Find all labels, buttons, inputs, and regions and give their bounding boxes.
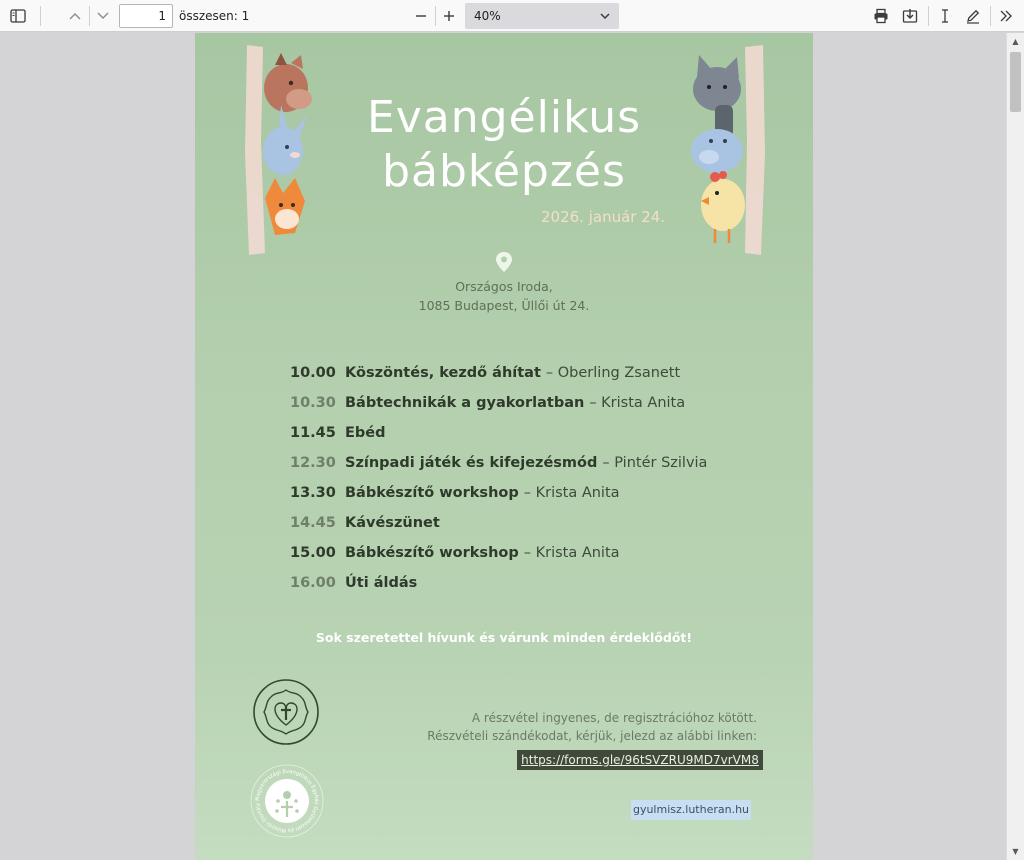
download-icon (902, 8, 918, 24)
chevron-up-icon (68, 11, 82, 21)
schedule-item: Színpadi játék és kifejezésmód (345, 455, 598, 471)
print-button[interactable] (870, 4, 892, 28)
schedule-time: 10.30 (290, 395, 336, 411)
registration-link[interactable]: https://forms.gle/96tSVZRU9MD7vrVM8 (517, 750, 763, 770)
save-button[interactable] (899, 4, 921, 28)
notice-line-1: A részvétel ingyenes, de regisztrációhoz kötött. (471, 711, 757, 725)
pdf-toolbar (0, 0, 1024, 32)
flyer-title-line-2: bábképzés (382, 146, 626, 197)
schedule-time: 11.45 (290, 425, 336, 441)
schedule-item: Bábkészítő workshop (345, 485, 519, 501)
sidebar-icon (10, 9, 26, 23)
schedule-item: Köszöntés, kezdő áhítat (345, 365, 541, 381)
more-tools-button[interactable] (995, 4, 1017, 28)
zoom-in-button[interactable] (438, 4, 460, 28)
logo-ring-text: Magyarországi Evangélikus Egyház Gyülekezeti és Missziói Osztály (254, 768, 320, 834)
plus-icon (442, 9, 456, 23)
chevron-down-icon (96, 11, 110, 21)
page-total-label: összesen: 1 (179, 9, 250, 23)
schedule-item: Úti áldás (345, 575, 418, 591)
flyer-title-line-1: Evangélikus (366, 92, 642, 143)
event-date: 2026. január 24. (541, 208, 666, 226)
location-pin-icon (494, 251, 514, 273)
mission-department-logo-icon (247, 761, 327, 841)
schedule-list (290, 358, 707, 598)
schedule-time: 16.00 (290, 575, 336, 591)
zoom-out-button[interactable] (410, 4, 432, 28)
schedule-presenter: – Krista Anita (523, 485, 620, 501)
chevron-down-icon (600, 12, 610, 20)
double-chevron-right-icon (999, 10, 1013, 22)
pdf-page (195, 33, 813, 860)
printer-icon (873, 8, 889, 24)
text-cursor-icon (939, 8, 951, 24)
website-badge[interactable]: gyulmisz.lutheran.hu (631, 800, 751, 820)
schedule-row (290, 418, 707, 448)
address-line-1: Országos Iroda, (455, 279, 553, 294)
scroll-up-arrow-icon[interactable]: ▲ (1012, 37, 1019, 46)
schedule-row (290, 568, 707, 598)
schedule-presenter: – Krista Anita (589, 395, 686, 411)
invitation-text: Sok szeretettel hívunk és várunk minden érdeklődőt! (315, 630, 693, 645)
schedule-time: 15.00 (290, 545, 336, 561)
event-address (195, 277, 813, 315)
schedule-presenter: – Krista Anita (523, 545, 620, 561)
schedule-time: 10.00 (290, 365, 336, 381)
next-page-button[interactable] (92, 4, 114, 28)
page-number-input[interactable] (119, 4, 173, 28)
previous-page-button[interactable] (64, 4, 86, 28)
scroll-thumb[interactable] (1010, 52, 1021, 112)
draw-tool-button[interactable] (962, 4, 984, 28)
zoom-select[interactable] (465, 3, 619, 29)
schedule-row (290, 388, 707, 418)
sidebar-toggle-button[interactable] (6, 4, 30, 28)
minus-icon (414, 9, 428, 23)
text-tool-button[interactable] (934, 4, 956, 28)
flyer-title (195, 91, 813, 199)
address-line-2: 1085 Budapest, Üllői út 24. (418, 298, 590, 313)
schedule-time: 13.30 (290, 485, 336, 501)
schedule-row (290, 478, 707, 508)
schedule-time: 14.45 (290, 515, 336, 531)
schedule-row (290, 448, 707, 478)
schedule-item: Ebéd (345, 425, 386, 441)
luther-rose-logo-icon (251, 677, 321, 747)
pencil-icon (965, 8, 981, 24)
registration-notice (427, 709, 757, 745)
schedule-presenter: – Pintér Szilvia (602, 455, 708, 471)
schedule-time: 12.30 (290, 455, 336, 471)
scroll-down-arrow-icon[interactable]: ▼ (1012, 847, 1019, 856)
schedule-row (290, 538, 707, 568)
vertical-scrollbar[interactable] (1006, 33, 1024, 860)
schedule-item: Bábkészítő workshop (345, 545, 519, 561)
schedule-item: Bábtechnikák a gyakorlatban (345, 395, 585, 411)
notice-line-2: Részvételi szándékodat, kérjük, jelezd az alábbi linken: (427, 729, 757, 743)
schedule-item: Kávészünet (345, 515, 440, 531)
zoom-value: 40% (474, 9, 501, 23)
schedule-row (290, 508, 707, 538)
schedule-presenter: – Oberling Zsanett (545, 365, 681, 381)
schedule-row (290, 358, 707, 388)
